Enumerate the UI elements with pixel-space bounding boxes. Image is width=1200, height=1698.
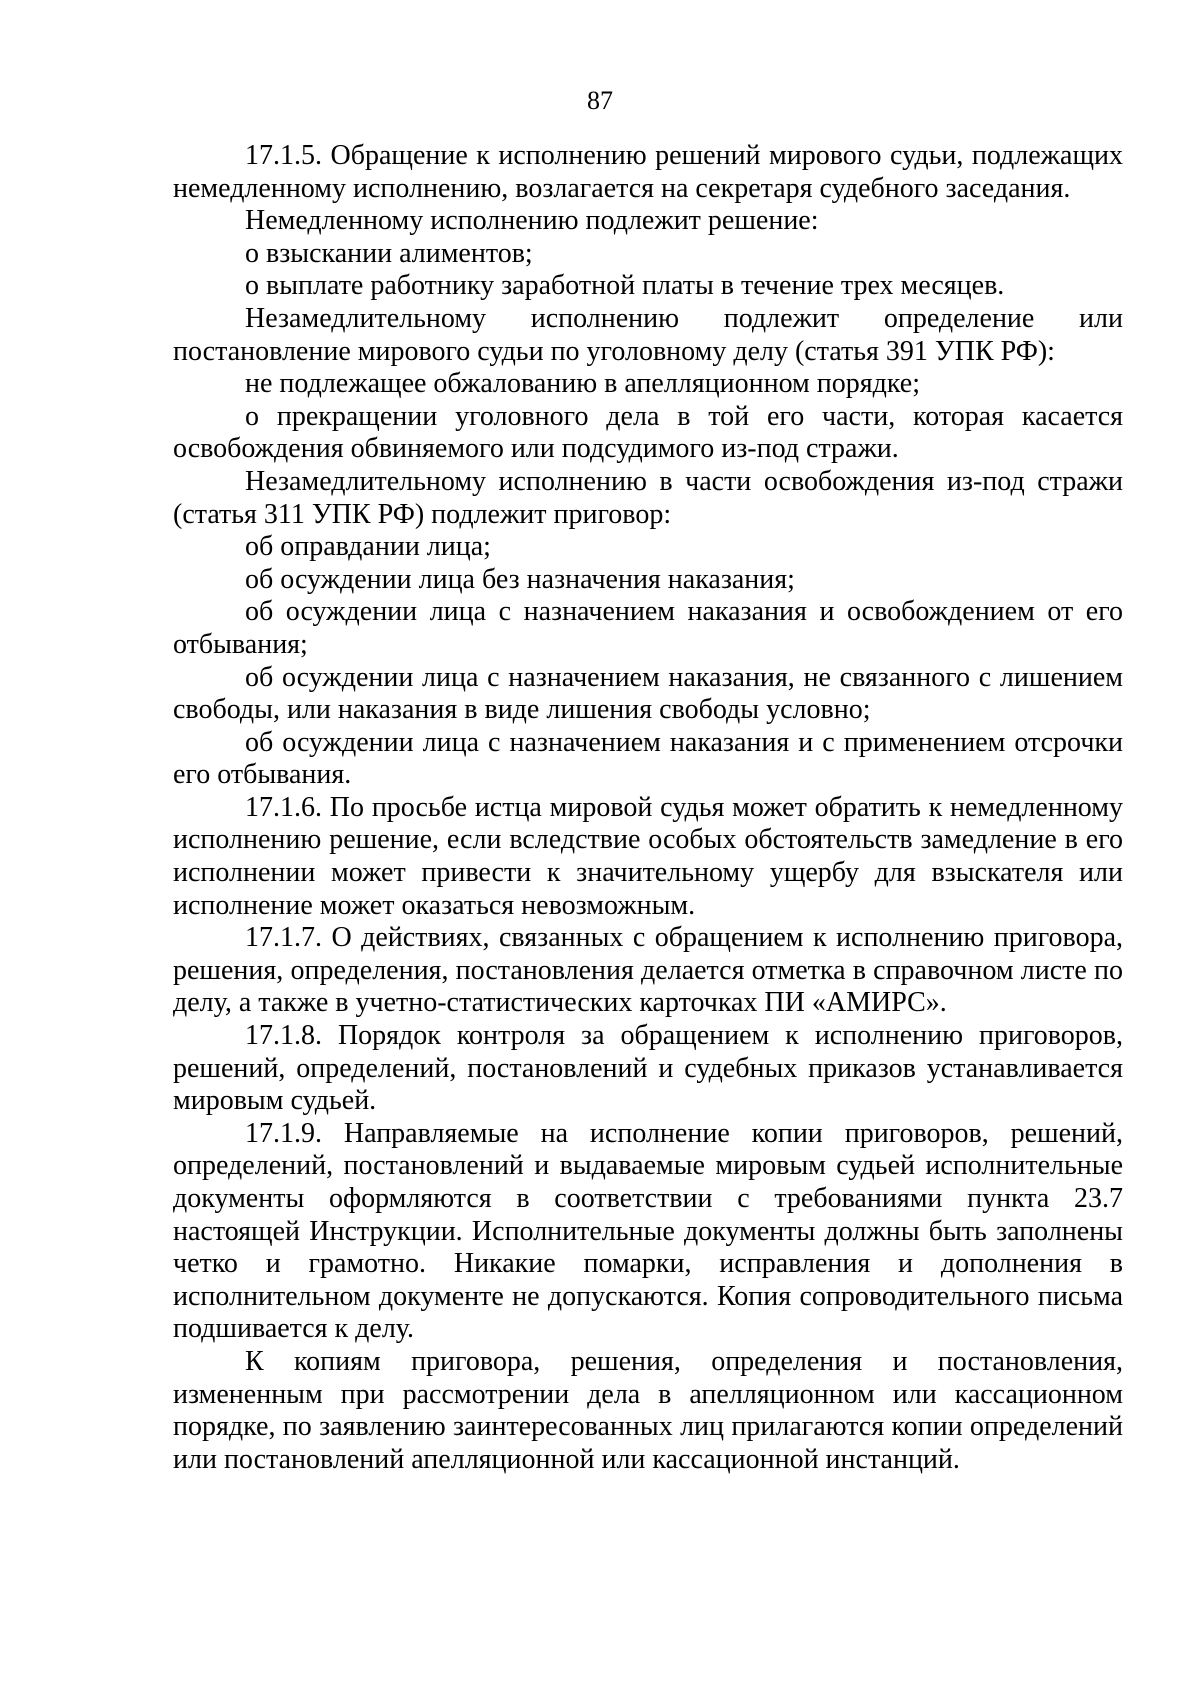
list-item: о взыскании алиментов; bbox=[245, 237, 533, 269]
paragraph-immediate-sentence: Незамедлительному исполнению в части освобождения из-под стражи (статья 311 УПК РФ) подлежит приговор: bbox=[173, 465, 1123, 530]
paragraph-17-1-5: 17.1.5. Обращение к исполнению решений мирового судьи, подлежащих немедленному исполнению, возлагается на секретаря судебного заседания. bbox=[173, 140, 1123, 204]
paragraph-copies: К копиям приговора, решения, определения и постановления, измененным при рассмотрении дела в апелляционном или кассационном порядке, по заявлению заинтересованных лиц прилагаются копии определений или постановлений апелляционной или кассационной инстанций. bbox=[173, 1345, 1123, 1475]
list-item: об оправдании лица; bbox=[245, 531, 491, 563]
paragraph-17-1-9: 17.1.9. Направляемые на исполнение копии приговоров, решений, определений, постановлений и выдаваемые мировым судьей исполнительные документы оформляются в соответствии с требованиями пункта 23.7 настоящей Инструкции. Исполнительные документы должны быть заполнены четко и грамотно. Никакие помарки, исправления и дополнения в исполнительном документе не допускаются. Копия сопроводительного письма подшивается к делу. bbox=[173, 1117, 1123, 1345]
list-item: о выплате работнику заработной платы в течение трех месяцев. bbox=[245, 270, 1005, 302]
paragraph-17-1-7: 17.1.7. О действиях, связанных с обращением к исполнению приговора, решения, определения, постановления делается отметка в справочном листе по делу, а также в учетно-статистических карточках ПИ «АМИРС». bbox=[173, 922, 1123, 1019]
paragraph-immediate-decision: Немедленному исполнению подлежит решение: bbox=[245, 205, 819, 237]
paragraph-17-1-8: 17.1.8. Порядок контроля за обращением к исполнению приговоров, решений, определений, постановлений и судебных приказов устанавливается мировым судьей. bbox=[173, 1020, 1123, 1117]
list-item: об осуждении лица с назначением наказания и с применением отсрочки его отбывания. bbox=[173, 726, 1123, 791]
paragraph-immediate-ruling: Незамедлительному исполнению подлежит определение или постановление мирового судьи по уголовному делу (статья 391 УПК РФ): bbox=[173, 302, 1123, 367]
list-item: об осуждении лица с назначением наказания, не связанного с лишением свободы, или наказания в виде лишения свободы условно; bbox=[173, 661, 1123, 726]
list-item: не подлежащее обжалованию в апелляционном порядке; bbox=[245, 368, 920, 400]
list-item: об осуждении лица с назначением наказания и освобождением от его отбывания; bbox=[173, 596, 1123, 660]
list-item: об осуждении лица без назначения наказания; bbox=[245, 563, 795, 595]
document-body bbox=[173, 140, 1123, 1476]
page-number: 87 bbox=[587, 86, 613, 115]
paragraph-17-1-6: 17.1.6. По просьбе истца мировой судья может обратить к немедленному исполнению решение, если вследствие особых обстоятельств замедление в его исполнении может привести к значительному ущербу для взыскателя или исполнение может оказаться невозможным. bbox=[173, 791, 1123, 921]
list-item: о прекращении уголовного дела в той его части, которая касается освобождения обвиняемого или подсудимого из-под стражи. bbox=[173, 400, 1123, 465]
